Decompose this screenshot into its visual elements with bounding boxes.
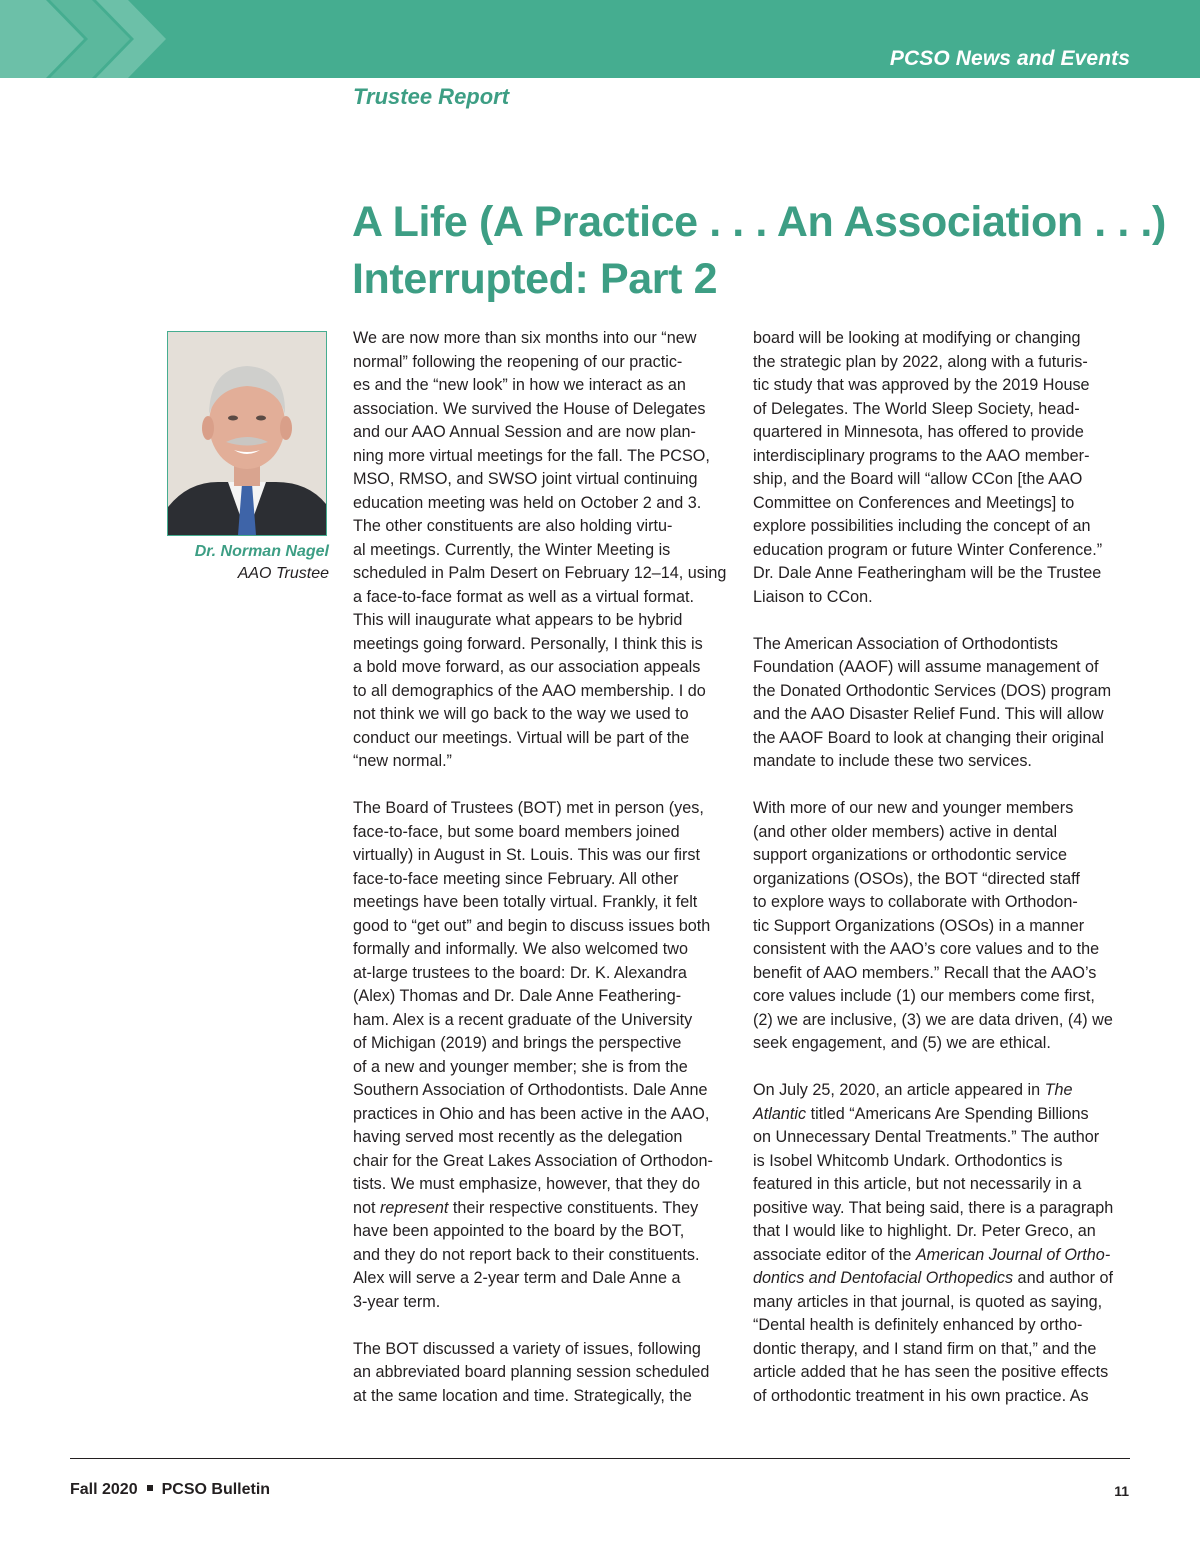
text-line: seek engagement, and (5) we are ethical.	[753, 1034, 1051, 1052]
text-line: es and the “new look” in how we interact as an	[353, 376, 686, 394]
text-line: face-to-face, but some board members joined	[353, 822, 680, 841]
text-line: dontic therapy, and I stand firm on that,” and the	[753, 1339, 1097, 1358]
text-line: at the same location and time. Strategically, the	[353, 1386, 692, 1405]
text-line: chair for the Great Lakes Association of Orthodon-	[353, 1151, 713, 1170]
emphasis: American Journal of Ortho-	[915, 1245, 1111, 1264]
text-line: scheduled in Palm Desert on February 12–14, using	[353, 564, 727, 582]
text-line: having served most recently as the delegation	[353, 1128, 683, 1146]
footer-publication	[70, 1481, 270, 1499]
text-line: Committee on Conferences and Meetings] to	[753, 493, 1075, 512]
text-line: mandate to include these two services.	[753, 752, 1032, 770]
text-line: Dr. Dale Anne Featheringham will be the Trustee	[753, 564, 1102, 582]
text-line: (Alex) Thomas and Dr. Dale Anne Feathering-	[353, 987, 682, 1005]
text-line: practices in Ohio and has been active in the AAO,	[353, 1104, 710, 1123]
author-role: AAO Trustee	[237, 565, 329, 582]
text-line: education program or future Winter Conference.”	[753, 540, 1103, 559]
text-line: the Donated Orthodontic Services (DOS) program	[753, 681, 1112, 700]
section-title: PCSO News and Events	[889, 47, 1130, 70]
text-line: organizations (OSOs), the BOT “directed staff	[753, 869, 1080, 888]
text-line: association. We survived the House of Delegates	[353, 399, 706, 418]
text-line: On July 25, 2020, an article appeared in The	[753, 1081, 1073, 1099]
text-line: is Isobel Whitcomb Undark. Orthodontics is	[753, 1151, 1063, 1170]
author-name: Dr. Norman Nagel	[194, 543, 329, 560]
text-line: and our AAO Annual Session and are now plan-	[353, 423, 696, 441]
paragraph	[353, 1338, 733, 1409]
text-line: Liaison to CCon.	[753, 587, 873, 606]
text-line: support organizations or orthodontic service	[753, 846, 1068, 864]
text-line: conduct our meetings. Virtual will be part of the	[353, 728, 690, 747]
paragraph	[753, 1079, 1133, 1408]
publication-name: PCSO Bulletin	[161, 1481, 271, 1498]
portrait-photo-icon	[168, 332, 326, 535]
text-column-left	[353, 327, 733, 1432]
text-line: normal” following the reopening of our practic-	[353, 352, 683, 371]
issue-label: Fall 2020	[70, 1481, 138, 1498]
text-line: to all demographics of the AAO membership. I do	[353, 681, 706, 700]
text-line: featured in this article, but not necessarily in a	[753, 1175, 1082, 1193]
text-line: interdisciplinary programs to the AAO member-	[753, 446, 1090, 465]
text-line: ning more virtual meetings for the fall. The PCSO,	[353, 446, 710, 465]
text-line: article added that he has seen the positive effects	[753, 1363, 1109, 1381]
text-line: of Delegates. The World Sleep Society, head-	[753, 399, 1080, 418]
text-line: Foundation (AAOF) will assume management of	[753, 658, 1099, 676]
text-line: and the AAO Disaster Relief Fund. This will allow	[753, 705, 1104, 723]
paragraph	[753, 797, 1133, 1056]
text-line: We are now more than six months into our “new	[353, 329, 697, 347]
text-line: virtually) in August in St. Louis. This was our first	[353, 846, 700, 864]
header-band	[0, 0, 1200, 78]
text-line: good to “get out” and begin to discuss issues both	[353, 916, 711, 935]
text-line: tic Support Organizations (OSOs) in a manner	[753, 916, 1085, 935]
author-photo	[167, 331, 327, 536]
text-line: formally and informally. We also welcomed two	[353, 940, 688, 958]
text-line: not represent their respective constituents. They	[353, 1198, 699, 1217]
text-line: on Unnecessary Dental Treatments.” The author	[753, 1128, 1100, 1146]
paragraph	[353, 797, 733, 1314]
text-line: education meeting was held on October 2 and 3.	[353, 493, 702, 512]
text-line: consistent with the AAO’s core values and to the	[753, 940, 1100, 958]
paragraph	[753, 633, 1133, 774]
text-line: tic study that was approved by the 2019 House	[753, 376, 1090, 394]
text-line: core values include (1) our members come first,	[753, 987, 1095, 1005]
text-line: benefit of AAO members.” Recall that the AAO’s	[753, 963, 1097, 982]
text-line: Alex will serve a 2-year term and Dale Anne a	[353, 1269, 681, 1287]
text-line: (and other older members) active in dental	[753, 822, 1058, 841]
text-line: not think we will go back to the way we used to	[353, 705, 689, 723]
text-line: positive way. That being said, there is a paragraph	[753, 1198, 1114, 1217]
text-line: “Dental health is definitely enhanced by ortho-	[753, 1316, 1083, 1334]
text-line: face-to-face meeting since February. All other	[353, 869, 679, 888]
text-line: many articles in that journal, is quoted as saying,	[753, 1292, 1103, 1311]
text-line: the strategic plan by 2022, along with a futuris-	[753, 352, 1088, 371]
text-line: of a new and younger member; she is from the	[353, 1057, 688, 1076]
text-line: The BOT discussed a variety of issues, following	[353, 1339, 701, 1358]
title-line: Interrupted: Part 2	[352, 255, 718, 303]
text-line: 3-year term.	[353, 1292, 441, 1311]
paragraph	[353, 327, 733, 774]
text-line: an abbreviated board planning session scheduled	[353, 1363, 710, 1381]
text-line: of Michigan (2019) and brings the perspective	[353, 1034, 682, 1052]
text-line: explore possibilities including the concept of an	[753, 517, 1091, 535]
paragraph	[753, 327, 1133, 609]
text-line: to explore ways to collaborate with Orthodon-	[753, 893, 1078, 911]
text-line: and they do not report back to their constituents.	[353, 1245, 700, 1264]
emphasis: represent	[380, 1198, 449, 1217]
text-line: a face-to-face format as well as a virtual format.	[353, 587, 694, 606]
text-line: the AAOF Board to look at changing their original	[753, 728, 1104, 747]
text-line: ship, and the Board will “allow CCon [the AAO	[753, 470, 1083, 488]
text-line: dontics and Dentofacial Orthopedics and author of	[753, 1269, 1113, 1287]
chevron-arrows-icon	[0, 0, 200, 78]
emphasis: The	[1044, 1081, 1073, 1099]
text-line: meetings going forward. Personally, I think this is	[353, 634, 703, 653]
text-line: meetings have been totally virtual. Frankly, it felt	[353, 893, 698, 911]
text-line: al meetings. Currently, the Winter Meeting is	[353, 540, 671, 559]
department-kicker: Trustee Report	[353, 84, 510, 109]
text-line: (2) we are inclusive, (3) we are data driven, (4) we	[753, 1010, 1113, 1029]
text-line: at-large trustees to the board: Dr. K. Alexandra	[353, 963, 687, 982]
text-column-right	[753, 327, 1133, 1432]
text-line: board will be looking at modifying or changing	[753, 329, 1081, 347]
text-line: that I would like to highlight. Dr. Peter Greco, an	[753, 1222, 1096, 1240]
text-line: MSO, RMSO, and SWSO joint virtual continuing	[353, 470, 698, 488]
text-line: associate editor of the American Journal of Ortho-	[753, 1245, 1111, 1264]
title-line: A Life (A Practice . . . An Association . . .)	[352, 198, 1166, 246]
text-line: The other constituents are also holding virtu-	[353, 517, 673, 535]
text-line: of orthodontic treatment in his own practice. As	[753, 1386, 1089, 1405]
page-number: 11	[1114, 1483, 1129, 1499]
text-line: a bold move forward, as our association appeals	[353, 658, 701, 676]
text-line: Atlantic titled “Americans Are Spending Billions	[753, 1104, 1089, 1123]
footer-divider	[70, 1458, 1130, 1459]
text-line: Southern Association of Orthodontists. Dale Anne	[353, 1081, 708, 1099]
text-line: This will inaugurate what appears to be hybrid	[353, 611, 683, 629]
text-line: With more of our new and younger members	[753, 799, 1074, 817]
text-line: The Board of Trustees (BOT) met in person (yes,	[353, 799, 704, 817]
photo-caption	[195, 541, 329, 585]
text-line: quartered in Minnesota, has offered to provide	[753, 423, 1084, 441]
emphasis: Atlantic	[753, 1104, 807, 1123]
square-bullet-icon	[147, 1485, 153, 1491]
text-line: The American Association of Orthodontists	[753, 634, 1059, 653]
text-line: ham. Alex is a recent graduate of the University	[353, 1010, 693, 1029]
text-line: tists. We must emphasize, however, that they do	[353, 1175, 700, 1193]
article-title	[352, 194, 1166, 308]
text-line: “new normal.”	[353, 752, 452, 770]
text-line: have been appointed to the board by the BOT,	[353, 1222, 685, 1240]
emphasis: dontics and Dentofacial Orthopedics	[753, 1269, 1014, 1287]
